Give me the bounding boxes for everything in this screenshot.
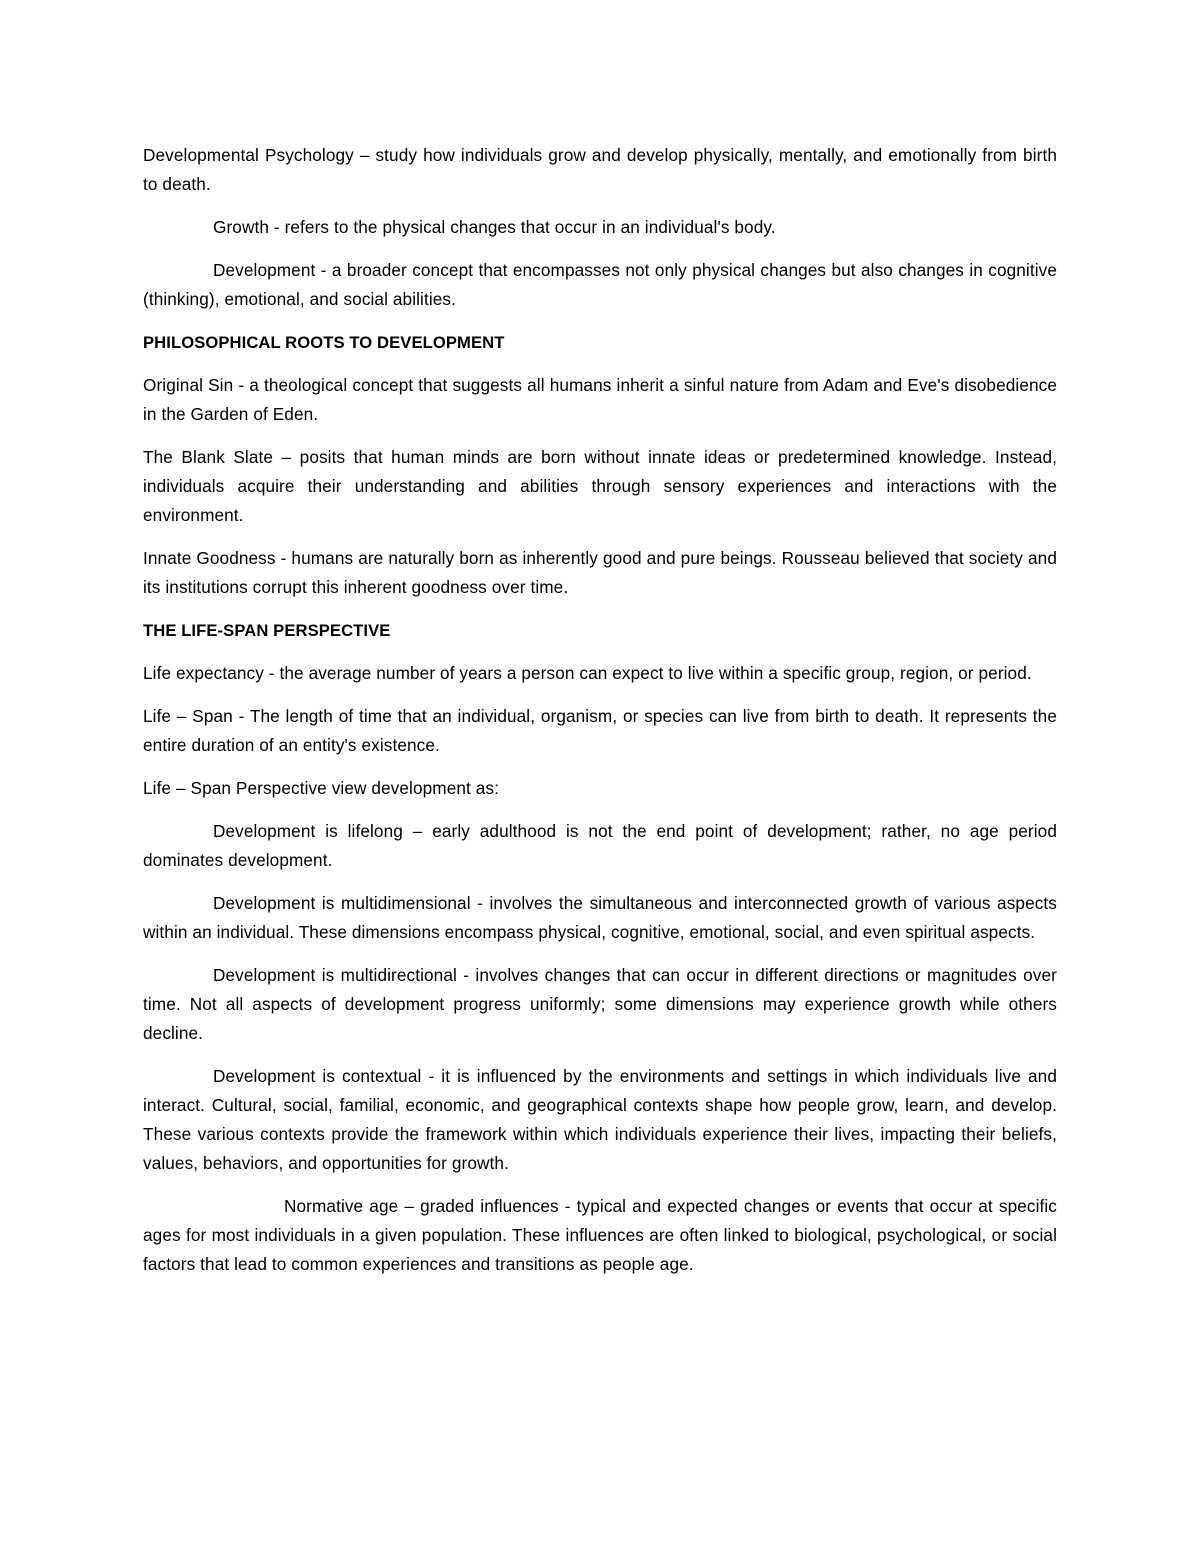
definition-blank-slate: The Blank Slate – posits that human minds are born without innate ideas or predetermined knowledge. Instead, individuals acquire their understanding and abilities through sensory experiences and interactions with the environment. <box>143 447 1057 525</box>
development-multidirectional: Development is multidirectional - involves changes that can occur in different directions or magnitudes over time. Not all aspects of development progress uniformly; some dimensions may experience growth while others decline. <box>143 965 1057 1043</box>
definition-growth: Growth - refers to the physical changes that occur in an individual's body. <box>213 217 776 237</box>
definition-development: Development - a broader concept that encompasses not only physical changes but also changes in cognitive (thinking), emotional, and social abilities. <box>143 260 1057 309</box>
development-multidimensional: Development is multidimensional - involves the simultaneous and interconnected growth of various aspects within an individual. These dimensions encompass physical, cognitive, emotional, social, and even spiritual aspects. <box>143 893 1057 942</box>
definition-developmental-psychology: Developmental Psychology – study how individuals grow and develop physically, mentally, and emotionally from birth to death. <box>143 145 1057 194</box>
definition-life-expectancy: Life expectancy - the average number of years a person can expect to live within a specific group, region, or period. <box>143 663 1032 683</box>
development-contextual: Development is contextual - it is influenced by the environments and settings in which individuals live and interact. Cultural, social, familial, economic, and geographical contexts shape how people grow, learn, and develop. These various contexts provide the framework within which individuals experience their lives, impacting their beliefs, values, behaviors, and opportunities for growth. <box>143 1066 1057 1173</box>
life-span-perspective-intro: Life – Span Perspective view development as: <box>143 778 499 798</box>
development-lifelong: Development is lifelong – early adulthood is not the end point of development; rather, no age period dominates development. <box>143 821 1057 870</box>
definition-original-sin: Original Sin - a theological concept that suggests all humans inherit a sinful nature from Adam and Eve's disobedience in the Garden of Eden. <box>143 375 1057 424</box>
section-heading-life-span-perspective: THE LIFE-SPAN PERSPECTIVE <box>143 621 391 640</box>
normative-age-graded-influences: Normative age – graded influences - typical and expected changes or events that occur at specific ages for most individuals in a given population. These influences are often linked to biological, psychological, or social factors that lead to common experiences and transitions as people age. <box>143 1196 1057 1274</box>
definition-life-span: Life – Span - The length of time that an individual, organism, or species can live from birth to death. It represents the entire duration of an entity's existence. <box>143 706 1057 755</box>
section-heading-philosophical-roots: PHILOSOPHICAL ROOTS TO DEVELOPMENT <box>143 333 505 352</box>
definition-innate-goodness: Innate Goodness - humans are naturally born as inherently good and pure beings. Rousseau believed that society and its institutions corrupt this inherent goodness over time. <box>143 548 1057 597</box>
